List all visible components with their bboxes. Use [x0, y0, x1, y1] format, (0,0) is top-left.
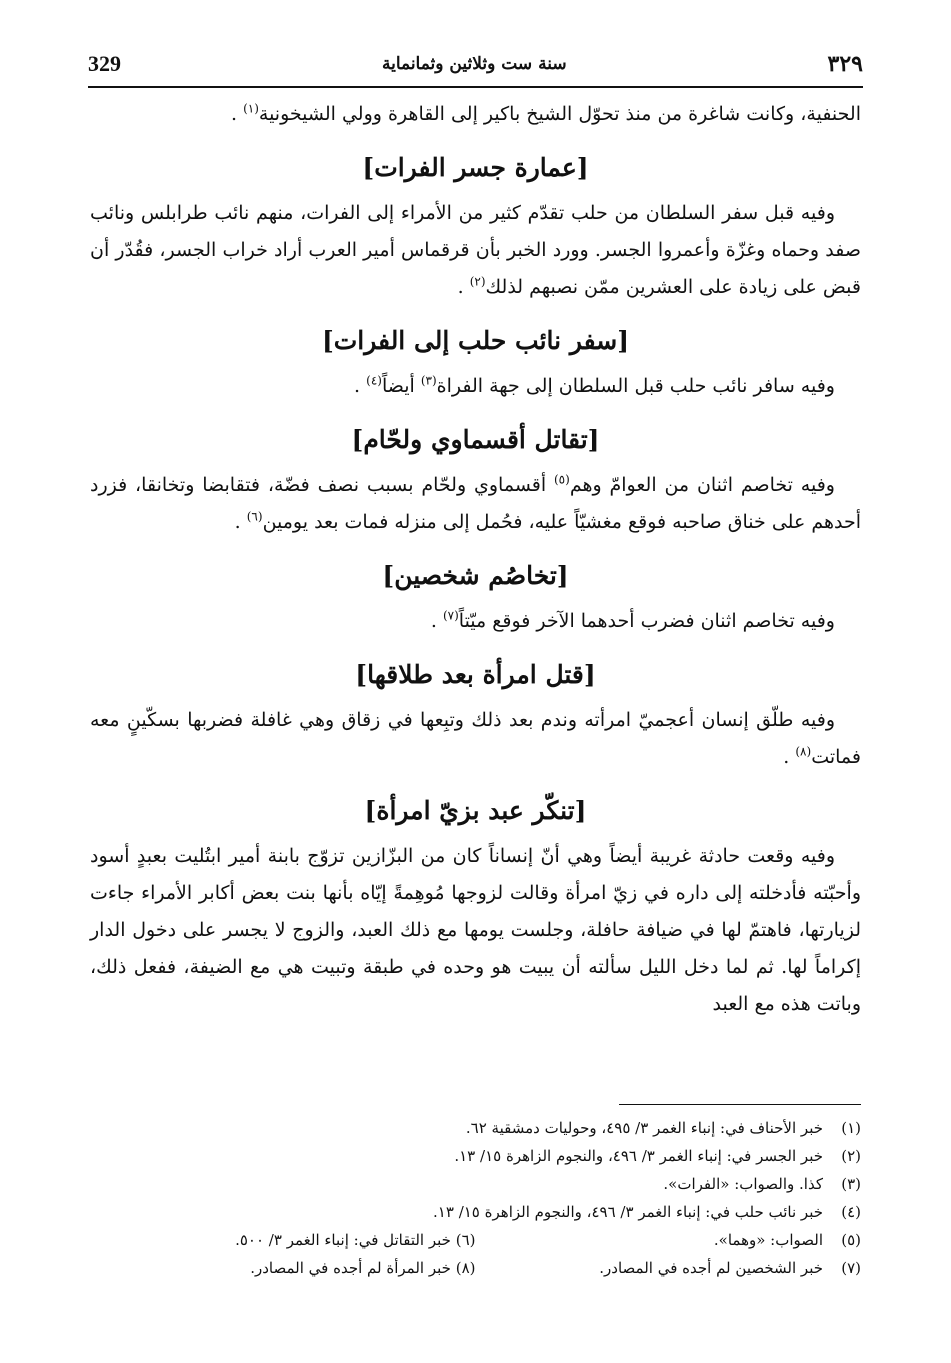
section-heading: [عمارة جسر الفرات]: [362, 153, 589, 182]
page-number-latin: 329: [88, 51, 121, 76]
section-heading: [تخاصُم شخصين]: [382, 561, 569, 590]
main-text: [90, 96, 861, 1023]
footnote: (٣)كذا. والصواب: «الفرات».: [663, 1175, 861, 1193]
footnote: (٢)خبر الجسر في: إنباء الغمر ٣/ ٤٩٦، والنجوم الزاهرة ١٥/ ١٣.: [454, 1147, 861, 1165]
footnote-rule: [619, 1104, 861, 1105]
footnote: (٧)خبر الشخصين لم أجده في المصادر.: [599, 1259, 861, 1277]
footnote: (١)خبر الأحناف في: إنباء الغمر ٣/ ٤٩٥، وحوليات دمشقية ٦٢.: [465, 1119, 861, 1137]
footnote: (٦) خبر التقاتل في: إنباء الغمر ٣/ ٥٠٠.: [235, 1231, 476, 1249]
section-paragraph: وفيه تخاصم اثنان من العوامّ وهم$^{(٥)}$ أقسماوي ولحّام بسبب نصف فضّة، فتقابضا وتخانقا، فزرد أحدهم على خناق صاحبه فوقع مغشيّاً عليه، فحُمل إلى منزله فمات بعد يومين$^{(٦)}$ .: [90, 472, 861, 533]
footnote-ref: (٦): [246, 509, 263, 524]
footnote-ref: (٧): [442, 608, 459, 623]
footnote-ref: (٢): [469, 274, 486, 289]
page-header: [88, 42, 863, 88]
running-title: سنة ست وثلاثين وثمانماية: [381, 54, 567, 74]
section-paragraph: وفيه سافر نائب حلب قبل السلطان إلى جهة الفراة$^{(٣)}$ أيضاً$^{(٤)}$ .: [354, 373, 835, 397]
section-paragraph: وفيه وقعت حادثة غريبة أيضاً وهي أنّ إنساناً كان من البزّازين تزوّج بابنة أمير ابتُليت بعبدٍ أسود وأحبّته فأدخلته إلى داره في زيّ امرأة وقالت لزوجها مُوهِمةً إيّاه بأنها بنت بعض أكابر الأمراء جاءت لزيارتها، فاهتمّ لها في ضيافة حافلة، وجلست يومها مع ذلك العبد، والزوج لا يجسر على دخول الدار إكراماً لها. ثم لما دخل الليل سألته أن يبيت هو وحده في طبقة وتبيت هي مع الضيفة، ففعل ذلك، وباتت هذه مع العبد: [90, 845, 861, 1015]
footnote-ref: (١): [243, 101, 259, 116]
section-paragraph: وفيه تخاصم اثنان فضرب أحدهما الآخر فوقع ميّتاً$^{(٧)}$ .: [430, 608, 835, 632]
footnote-row: [90, 1254, 861, 1282]
footnote: (٥)الصواب: «وهما».: [713, 1231, 861, 1249]
footnote-ref: (٣): [420, 373, 437, 388]
footnote-ref: (٤): [366, 373, 382, 388]
footnote-row: [90, 1226, 861, 1254]
section-paragraph: وفيه قبل سفر السلطان من حلب تقدّم كثير من الأمراء إلى الفرات، منهم نائب طرابلس ونائب صفد وحماه وغزّة وأعمروا الجسر. وورد الخبر بأن قرقماس أمير العرب أراد خراب الجسر، فقُدّر أن قبض على زيادة على العشرين ممّن نصبهم لذلك$^{(٢)}$ .: [90, 202, 861, 298]
intro-paragraph: الحنفية، وكانت شاغرة من منذ تحوّل الشيخ باكير إلى القاهرة وولي الشيخونية$^{(١)}$ .: [230, 101, 861, 125]
section-heading: [سفر نائب حلب إلى الفرات]: [321, 326, 630, 355]
section-heading: [تنكّر عبد بزيّ امرأة]: [364, 796, 587, 825]
footnote: (٤)خبر نائب حلب في: إنباء الغمر ٣/ ٤٩٦، والنجوم الزاهرة ١٥/ ١٣.: [433, 1203, 861, 1221]
footnote-ref: (٨): [795, 744, 812, 759]
section-paragraph: وفيه طلّق إنسان أعجميّ امرأته وندم بعد ذلك وتبِعها في زقاق وهي غافلة فضربها بسكّينٍ معه فماتت$^{(٨)}$ .: [90, 709, 861, 768]
section-heading: [قتل امرأة بعد طلاقها]: [355, 660, 596, 689]
page-number-arabic: ٣٢٩: [827, 51, 863, 77]
footnote: (٨) خبر المرأة لم أجده في المصادر.: [250, 1259, 476, 1277]
footnote-ref: (٥): [553, 472, 570, 487]
section-heading: [تقاتل أقسماوي ولحّام]: [351, 425, 600, 454]
footnotes: [90, 1114, 861, 1282]
